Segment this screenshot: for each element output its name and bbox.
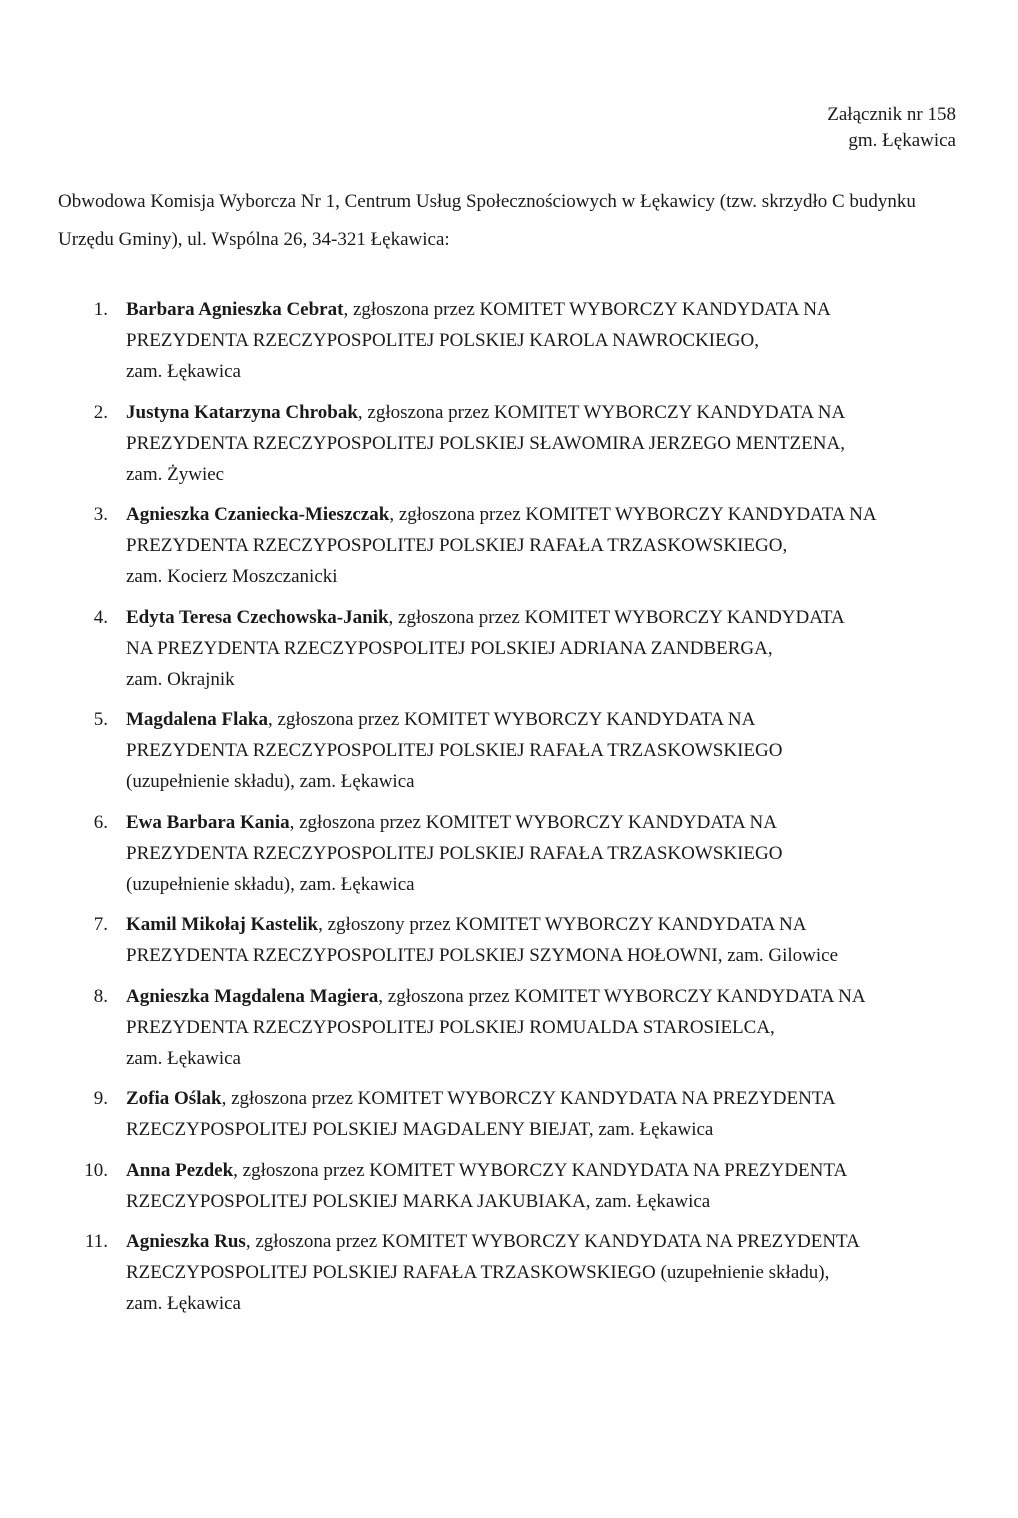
member-details: zam. Okrajnik [126,668,235,690]
item-line [126,459,958,490]
member-details: , zgłoszona przez KOMITET WYBORCZY KANDYDATA NA PREZYDENTA [245,1231,860,1252]
member-details: zam. Kocierz Moszczanicki [126,566,338,587]
member-details: (uzupełnienie składu), zam. Łękawica [126,771,415,792]
member-name: Agnieszka Rus [126,1231,246,1252]
list-item [58,1155,958,1217]
member-details: NA PREZYDENTA RZECZYPOSPOLITEJ POLSKIEJ ADRIANA ZANDBERGA, [126,637,773,659]
item-line [126,1288,958,1319]
item-line [126,735,958,766]
item-line [126,530,958,561]
member-details: , zgłoszona przez KOMITET WYBORCZY KANDYDATA NA [343,299,831,320]
list-item [58,294,958,387]
member-details: PREZYDENTA RZECZYPOSPOLITEJ POLSKIEJ SZYMONA HOŁOWNI, zam. Gilowice [126,945,838,966]
item-number: 1. [93,299,108,320]
member-details: , zgłoszona przez KOMITET WYBORCZY KANDYDATA NA [267,709,756,730]
member-name: Agnieszka Magdalena Magiera [126,985,379,1007]
member-details: zam. Łękawica [126,1047,241,1069]
item-line [126,940,958,971]
member-details: , zgłoszona przez KOMITET WYBORCZY KANDYDATA NA [389,504,877,525]
list-item [58,704,958,797]
item-line [126,704,958,735]
item-line [126,499,958,530]
member-details: , zgłoszona przez KOMITET WYBORCZY KANDYDATA NA PREZYDENTA [233,1159,848,1181]
item-number: 11. [84,1231,108,1252]
item-number: 5. [93,709,108,730]
member-details: PREZYDENTA RZECZYPOSPOLITEJ POLSKIEJ ROMUALDA STAROSIELCA, [126,1016,775,1038]
member-details: RZECZYPOSPOLITEJ POLSKIEJ MARKA JAKUBIAKA, zam. Łękawica [126,1190,711,1212]
item-line [126,1012,958,1043]
item-number: 6. [93,811,108,833]
member-name: Anna Pezdek [126,1159,234,1181]
item-line [126,602,958,633]
item-number: 4. [93,606,108,628]
member-details: RZECZYPOSPOLITEJ POLSKIEJ MAGDALENY BIEJAT, zam. Łękawica [126,1119,714,1140]
item-line [126,428,958,459]
item-line [126,294,958,325]
item-line [126,807,958,838]
item-line [126,981,958,1012]
list-item [58,397,958,490]
member-details: RZECZYPOSPOLITEJ POLSKIEJ RAFAŁA TRZASKOWSKIEGO (uzupełnienie składu), [126,1262,830,1283]
item-line [126,1226,958,1257]
member-details: zam. Żywiec [126,463,225,485]
list-item [58,981,958,1074]
item-line [126,325,958,356]
list-item [58,909,958,971]
list-item [58,1226,958,1319]
item-line [126,633,958,664]
member-name: Agnieszka Czaniecka-Mieszczak [126,504,390,525]
member-details: (uzupełnienie składu), zam. Łękawica [126,873,415,895]
member-name: Magdalena Flaka [126,709,268,730]
member-details: PREZYDENTA RZECZYPOSPOLITEJ POLSKIEJ RAFAŁA TRZASKOWSKIEGO [126,740,783,761]
item-number: 10. [84,1159,108,1181]
item-line [126,664,958,695]
item-line [126,838,958,869]
member-details: , zgłoszony przez KOMITET WYBORCZY KANDYDATA NA [318,914,807,935]
list-item [58,1083,958,1145]
member-name: Ewa Barbara Kania [126,811,290,833]
member-name: Zofia Oślak [126,1088,222,1109]
member-details: , zgłoszona przez KOMITET WYBORCZY KANDYDATA NA [378,985,866,1007]
item-line [126,766,958,797]
member-name: Kamil Mikołaj Kastelik [126,914,319,935]
item-line [126,869,958,900]
item-number: 7. [93,914,108,935]
annex-number: Załącznik nr 158 [827,104,956,125]
item-line [126,1114,958,1145]
member-details: , zgłoszona przez KOMITET WYBORCZY KANDYDATA NA PREZYDENTA [221,1088,836,1109]
member-details: , zgłoszona przez KOMITET WYBORCZY KANDYDATA NA [289,811,777,833]
commission-intro: Obwodowa Komisja Wyborcza Nr 1, Centrum Usług Społecznościowych w Łękawicy (tzw. skrzydło C budynku Urzędu Gminy), ul. Wspólna 26, 34-321 Łękawica: [58,191,916,250]
member-details: PREZYDENTA RZECZYPOSPOLITEJ POLSKIEJ RAFAŁA TRZASKOWSKIEGO, [126,535,788,556]
member-name: Justyna Katarzyna Chrobak [126,401,358,423]
item-number: 2. [93,401,108,423]
member-details: PREZYDENTA RZECZYPOSPOLITEJ POLSKIEJ KAROLA NAWROCKIEGO, [126,330,759,351]
item-number: 9. [93,1088,108,1109]
member-name: Edyta Teresa Czechowska-Janik [126,606,389,628]
member-details: zam. Łękawica [126,1293,241,1314]
list-item [58,499,958,592]
item-line [126,397,958,428]
member-name: Barbara Agnieszka Cebrat [126,299,344,320]
item-line [126,1083,958,1114]
item-line [126,1043,958,1074]
item-number: 8. [93,985,108,1007]
member-details: PREZYDENTA RZECZYPOSPOLITEJ POLSKIEJ RAFAŁA TRZASKOWSKIEGO [126,842,783,864]
members-list [58,294,958,1329]
item-line [126,1155,958,1186]
member-details: , zgłoszona przez KOMITET WYBORCZY KANDYDATA [388,606,845,628]
municipality: gm. Łękawica [848,130,956,151]
item-number: 3. [93,504,108,525]
item-line [126,1257,958,1288]
annex-header [827,102,956,154]
member-details: zam. Łękawica [126,361,241,382]
list-item [58,602,958,695]
item-line [126,909,958,940]
item-line [126,1186,958,1217]
member-details: PREZYDENTA RZECZYPOSPOLITEJ POLSKIEJ SŁAWOMIRA JERZEGO MENTZENA, [126,432,845,454]
item-line [126,561,958,592]
list-item [58,807,958,900]
item-line [126,356,958,387]
member-details: , zgłoszona przez KOMITET WYBORCZY KANDYDATA NA [357,401,846,423]
